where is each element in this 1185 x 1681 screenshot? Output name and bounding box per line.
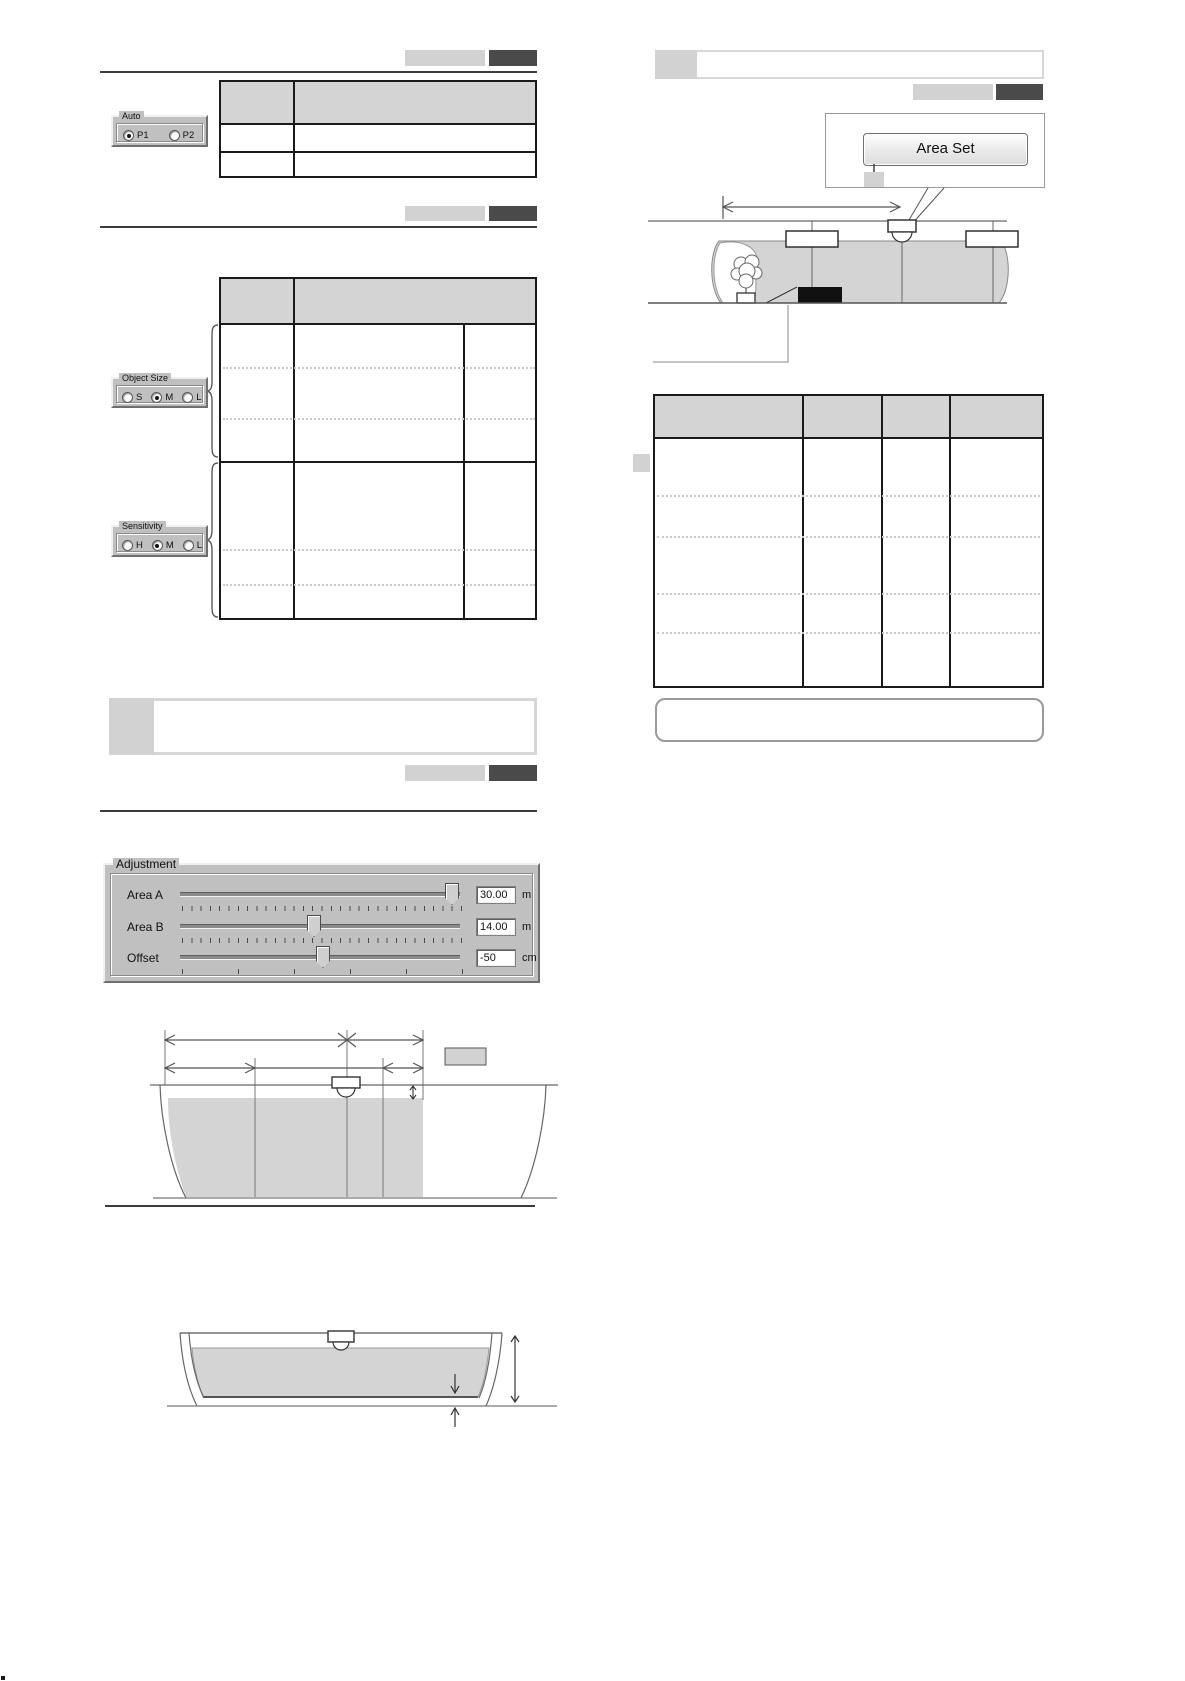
area-a-unit: m [522,889,532,901]
tank-water [192,1348,489,1397]
section-rule-1 [100,71,537,73]
area-b-value-field[interactable] [476,918,516,936]
diagram-label-box [786,231,838,247]
water-region [168,1098,423,1197]
tab-light-1[interactable] [405,50,485,66]
area-set-button[interactable]: Area Set [863,133,1028,166]
area-dimension-diagram [140,1025,570,1205]
note-bar-left [109,698,537,755]
radio-sens-h[interactable] [122,540,133,551]
radio-size-s[interactable] [122,392,133,403]
slider-area-b-label: Area B [127,920,164,934]
area-a-value-field[interactable] [476,886,516,904]
radio-p2-label: P2 [182,130,195,141]
radio-size-m[interactable] [151,392,162,403]
height-double-arrow [511,1336,519,1402]
tab-light-right[interactable] [913,84,993,100]
auto-panel-title: Auto [119,111,144,121]
table-area-settings [653,394,1044,688]
tab-light-3[interactable] [405,765,485,781]
offset-unit: cm [522,952,537,964]
section-rule-4 [105,1205,535,1207]
sensor-icon [328,1331,354,1350]
sensor-icon [888,220,916,242]
page-edge-marker [633,454,650,472]
radio-sens-m[interactable] [152,540,163,551]
table-detection-settings [219,277,537,620]
slider-area-a-track[interactable] [180,892,460,897]
object-size-panel: Object Size S M L [111,377,208,408]
dimension-arrow-chained [165,1063,423,1073]
sensitivity-panel-title: Sensitivity [119,521,166,531]
radio-p2[interactable] [169,130,180,141]
auto-panel [111,111,208,147]
area-b-unit: m [522,921,532,933]
sensor-icon [332,1077,360,1097]
leader-line [653,305,788,362]
tab-dark-2[interactable] [489,206,537,221]
table-header-row [655,396,1042,439]
tab-dark-right[interactable] [996,84,1043,100]
offset-double-arrow [410,1086,416,1099]
slider-area-a-ticks [182,906,464,911]
adjustment-panel [103,857,540,983]
slider-area-a-label: Area A [127,888,164,902]
tank-cross-section-diagram [160,1325,570,1440]
diagram-label-box [966,231,1018,247]
slider-offset-ticks [182,969,464,974]
radio-p1-label: P1 [137,130,149,141]
note-bar-right [655,50,1044,79]
tab-dark-1[interactable] [489,50,537,66]
tab-light-2[interactable] [405,206,485,221]
page-corner-dot [1,1676,5,1680]
right-bank-wall [521,1085,546,1198]
object-size-panel-title: Object Size [119,373,171,383]
note-bar-icon-square [109,698,154,755]
radio-p1[interactable] [123,130,134,141]
table-header-row [221,279,535,325]
radio-size-l[interactable] [182,392,193,403]
slider-offset-label: Offset [127,951,159,965]
area-set-diagram [600,100,1060,370]
section-rule-2 [100,226,537,228]
offset-value-field[interactable] [476,949,516,967]
sensitivity-panel: Sensitivity H M L [111,525,208,557]
table-header-row [221,82,535,125]
section-rule-3 [100,810,537,812]
tab-dark-3[interactable] [489,765,537,781]
black-object-box [798,287,842,303]
adjustment-panel-title: Adjustment [113,858,179,870]
diagram-label-box [445,1048,486,1065]
note-bar-icon-square [655,50,697,79]
dimension-arrow-total [165,1033,423,1047]
slider-area-b-ticks [182,938,464,943]
table-auto-settings [219,80,537,178]
note-rounded-box [655,698,1044,742]
radio-sens-l[interactable] [183,540,194,551]
dimension-arrow [723,196,900,219]
